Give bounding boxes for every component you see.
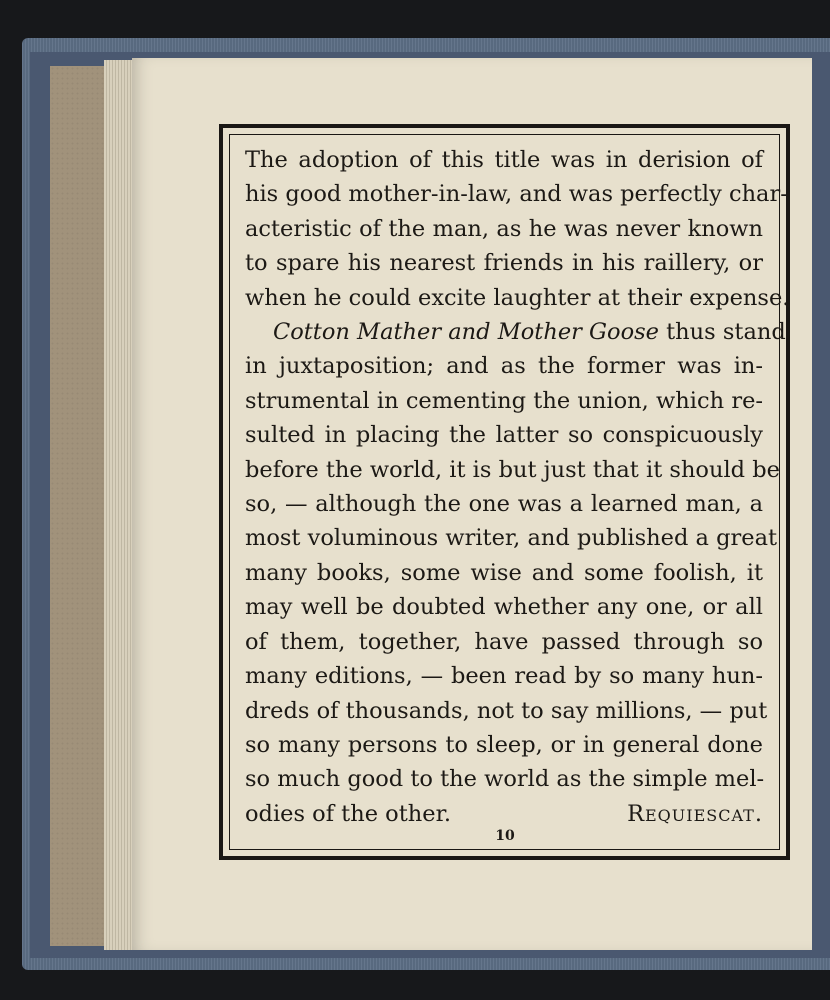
text-line: acteristic of the man, as he was never known (245, 215, 763, 242)
text-line: to spare his nearest friends in his raillery, or (245, 250, 763, 277)
text-line: sulted in placing the latter so conspicuously (245, 422, 763, 449)
signature: Requiescat. (627, 800, 763, 827)
text-line: strumental in cementing the union, which re- (245, 387, 763, 414)
text-line: when he could excite laughter at their expense. (245, 284, 790, 311)
text-line: most voluminous writer, and published a great (245, 525, 778, 552)
text-line: before the world, it is but just that it should be (245, 456, 780, 483)
text-line: many editions, — been read by so many hun- (245, 663, 763, 690)
text-line: of them, together, have passed through so (245, 628, 763, 655)
page-text (245, 143, 790, 831)
paragraph-start-line (245, 315, 786, 349)
text-line: The adoption of this title was in derision of (245, 147, 763, 173)
italic-title-phrase: Cotton Mather and Mother Goose (273, 319, 659, 346)
text-line: so many persons to sleep, or in general done (245, 731, 763, 758)
text-line: in juxtaposition; and as the former was in- (245, 353, 763, 380)
text-line-end: odies of the other. (245, 800, 452, 827)
line-rest: thus stand (658, 319, 786, 346)
text-line: so, — although the one was a learned man, a (245, 491, 763, 518)
text-line: his good mother-in-law, and was perfectly char- (245, 181, 788, 208)
text-line: dreds of thousands, not to say millions, — put (245, 697, 768, 724)
page-number: 10 (495, 828, 515, 844)
text-line: so much good to the world as the simple mel- (245, 766, 765, 793)
text-line: many books, some wise and some foolish, it (245, 559, 763, 586)
final-line (245, 797, 763, 831)
text-line: may well be doubted whether any one, or all (245, 594, 763, 621)
